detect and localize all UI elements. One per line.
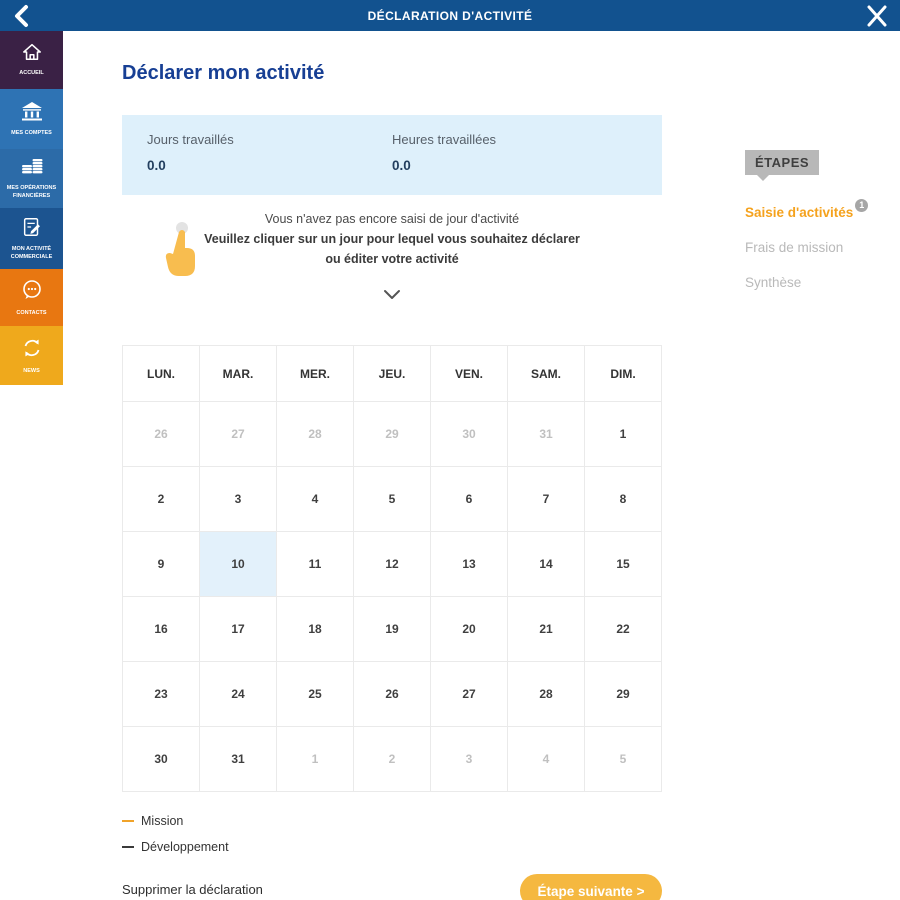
calendar-day[interactable]: 1 xyxy=(585,402,662,467)
calendar-week-row xyxy=(123,597,662,662)
sidebar-item-label: MES COMPTES xyxy=(11,130,52,137)
sidebar-item-contacts[interactable] xyxy=(0,269,63,326)
calendar-day[interactable]: 2 xyxy=(354,727,431,792)
hours-worked-label: Heures travaillées xyxy=(392,132,497,147)
step-synthese[interactable] xyxy=(745,275,900,290)
weekday-header: MER. xyxy=(277,346,354,402)
calendar-day[interactable]: 4 xyxy=(277,467,354,532)
step-label: Saisie d'activités xyxy=(745,205,854,220)
days-worked-block xyxy=(147,132,234,173)
calendar-day[interactable]: 5 xyxy=(354,467,431,532)
calendar-day[interactable]: 5 xyxy=(585,727,662,792)
calendar-week-row xyxy=(123,532,662,597)
sidebar-nav xyxy=(0,31,63,385)
calendar-day[interactable]: 4 xyxy=(508,727,585,792)
calendar-day[interactable]: 7 xyxy=(508,467,585,532)
home-icon xyxy=(21,42,43,67)
developpement-dash-icon xyxy=(122,846,134,848)
activity-calendar xyxy=(122,345,662,792)
calendar-day[interactable]: 6 xyxy=(431,467,508,532)
step-saisie-activites[interactable] xyxy=(745,200,900,220)
top-bar xyxy=(0,0,900,31)
calendar-day[interactable]: 30 xyxy=(431,402,508,467)
days-worked-label: Jours travaillés xyxy=(147,132,234,147)
calendar-day[interactable]: 15 xyxy=(585,532,662,597)
weekday-header: LUN. xyxy=(123,346,200,402)
chat-bubble-icon xyxy=(20,278,44,307)
calendar-day[interactable]: 29 xyxy=(354,402,431,467)
tooltip-arrow xyxy=(757,175,769,181)
step-frais-de-mission[interactable] xyxy=(745,240,900,255)
delete-declaration-link[interactable]: Supprimer la déclaration xyxy=(122,882,263,897)
calendar-day[interactable]: 28 xyxy=(508,662,585,727)
calendar-week-row xyxy=(123,402,662,467)
calendar-header-row xyxy=(123,346,662,402)
calendar-day[interactable]: 18 xyxy=(277,597,354,662)
calendar-day[interactable]: 8 xyxy=(585,467,662,532)
empty-state-message xyxy=(122,212,662,266)
sidebar-item-activite-commerciale[interactable] xyxy=(0,208,63,269)
calendar-day[interactable]: 25 xyxy=(277,662,354,727)
calendar-day[interactable]: 3 xyxy=(200,467,277,532)
sync-icon xyxy=(20,336,44,365)
calendar-day[interactable]: 20 xyxy=(431,597,508,662)
calendar-day[interactable]: 3 xyxy=(431,727,508,792)
sidebar-item-news[interactable] xyxy=(0,326,63,385)
calendar-day[interactable]: 11 xyxy=(277,532,354,597)
page-header-title: DÉCLARATION D'ACTIVITÉ xyxy=(367,8,533,23)
chevron-down-icon[interactable] xyxy=(382,288,402,300)
steps-header: ÉTAPES xyxy=(755,155,810,170)
calendar-day[interactable]: 22 xyxy=(585,597,662,662)
sidebar-item-label: MON ACTIVITÉ COMMERCIALE xyxy=(10,246,53,260)
notice-line-2: Veuillez cliquer sur un jour pour lequel vous souhaitez déclarer xyxy=(204,232,580,246)
hours-worked-value: 0.0 xyxy=(392,158,411,173)
calendar-day[interactable]: 16 xyxy=(123,597,200,662)
step-label: Synthèse xyxy=(745,275,802,290)
sidebar-item-operations-financieres[interactable] xyxy=(0,149,63,208)
legend-developpement xyxy=(122,840,229,854)
close-icon[interactable] xyxy=(864,4,890,28)
legend-label: Développement xyxy=(141,840,229,854)
summary-panel xyxy=(122,115,662,195)
calendar-day[interactable]: 26 xyxy=(354,662,431,727)
sidebar-item-label: ACCUEIL xyxy=(19,70,44,77)
calendar-day[interactable]: 19 xyxy=(354,597,431,662)
calendar-week-row xyxy=(123,662,662,727)
sidebar-item-label: CONTACTS xyxy=(16,309,47,316)
calendar-day[interactable]: 31 xyxy=(508,402,585,467)
sidebar-item-label: MES OPÉRATIONS FINANCIÈRES xyxy=(6,185,57,199)
legend-mission xyxy=(122,814,183,828)
bank-icon xyxy=(20,100,44,127)
steps-panel xyxy=(745,150,900,290)
weekday-header: SAM. xyxy=(508,346,585,402)
calendar-day[interactable]: 26 xyxy=(123,402,200,467)
legend-label: Mission xyxy=(141,814,184,828)
sidebar-item-accueil[interactable] xyxy=(0,31,63,89)
calendar-day[interactable]: 9 xyxy=(123,532,200,597)
calendar-week-row xyxy=(123,467,662,532)
calendar-day[interactable]: 12 xyxy=(354,532,431,597)
active-step-highlight xyxy=(742,221,850,227)
weekday-header: DIM. xyxy=(585,346,662,402)
sidebar-item-mes-comptes[interactable] xyxy=(0,89,63,149)
calendar-day[interactable]: 17 xyxy=(200,597,277,662)
calendar-day[interactable]: 30 xyxy=(123,727,200,792)
calendar-week-row xyxy=(123,727,662,792)
steps-tooltip xyxy=(745,150,819,175)
calendar-day[interactable]: 24 xyxy=(200,662,277,727)
calendar-day[interactable]: 14 xyxy=(508,532,585,597)
calendar-day[interactable]: 21 xyxy=(508,597,585,662)
page-title: Déclarer mon activité xyxy=(122,62,325,84)
calendar-day[interactable]: 2 xyxy=(123,467,200,532)
calendar-day[interactable]: 27 xyxy=(200,402,277,467)
hours-worked-block xyxy=(392,132,496,173)
coins-icon xyxy=(20,157,44,182)
days-worked-value: 0.0 xyxy=(147,158,166,173)
calendar-day[interactable]: 23 xyxy=(123,662,200,727)
weekday-header: VEN. xyxy=(431,346,508,402)
calendar-day[interactable]: 13 xyxy=(431,532,508,597)
calendar-day[interactable]: 28 xyxy=(277,402,354,467)
calendar-day[interactable]: 1 xyxy=(277,727,354,792)
calendar-day[interactable]: 31 xyxy=(200,727,277,792)
step-badge: 1 xyxy=(855,199,868,212)
document-pen-icon xyxy=(21,216,43,243)
weekday-header: JEU. xyxy=(354,346,431,402)
notice-line-1: Vous n'avez pas encore saisi de jour d'activité xyxy=(264,212,520,226)
calendar-day[interactable]: 27 xyxy=(431,662,508,727)
step-label: Frais de mission xyxy=(745,240,844,255)
back-icon[interactable] xyxy=(10,4,36,28)
calendar-day[interactable]: 29 xyxy=(585,662,662,727)
next-step-button[interactable]: Étape suivante > xyxy=(520,874,662,900)
calendar-day-selected[interactable]: 10 xyxy=(200,532,277,597)
sidebar-item-label: NEWS xyxy=(23,367,40,374)
weekday-header: MAR. xyxy=(200,346,277,402)
notice-line-3: ou éditer votre activité xyxy=(325,252,459,266)
mission-dash-icon xyxy=(122,820,134,822)
